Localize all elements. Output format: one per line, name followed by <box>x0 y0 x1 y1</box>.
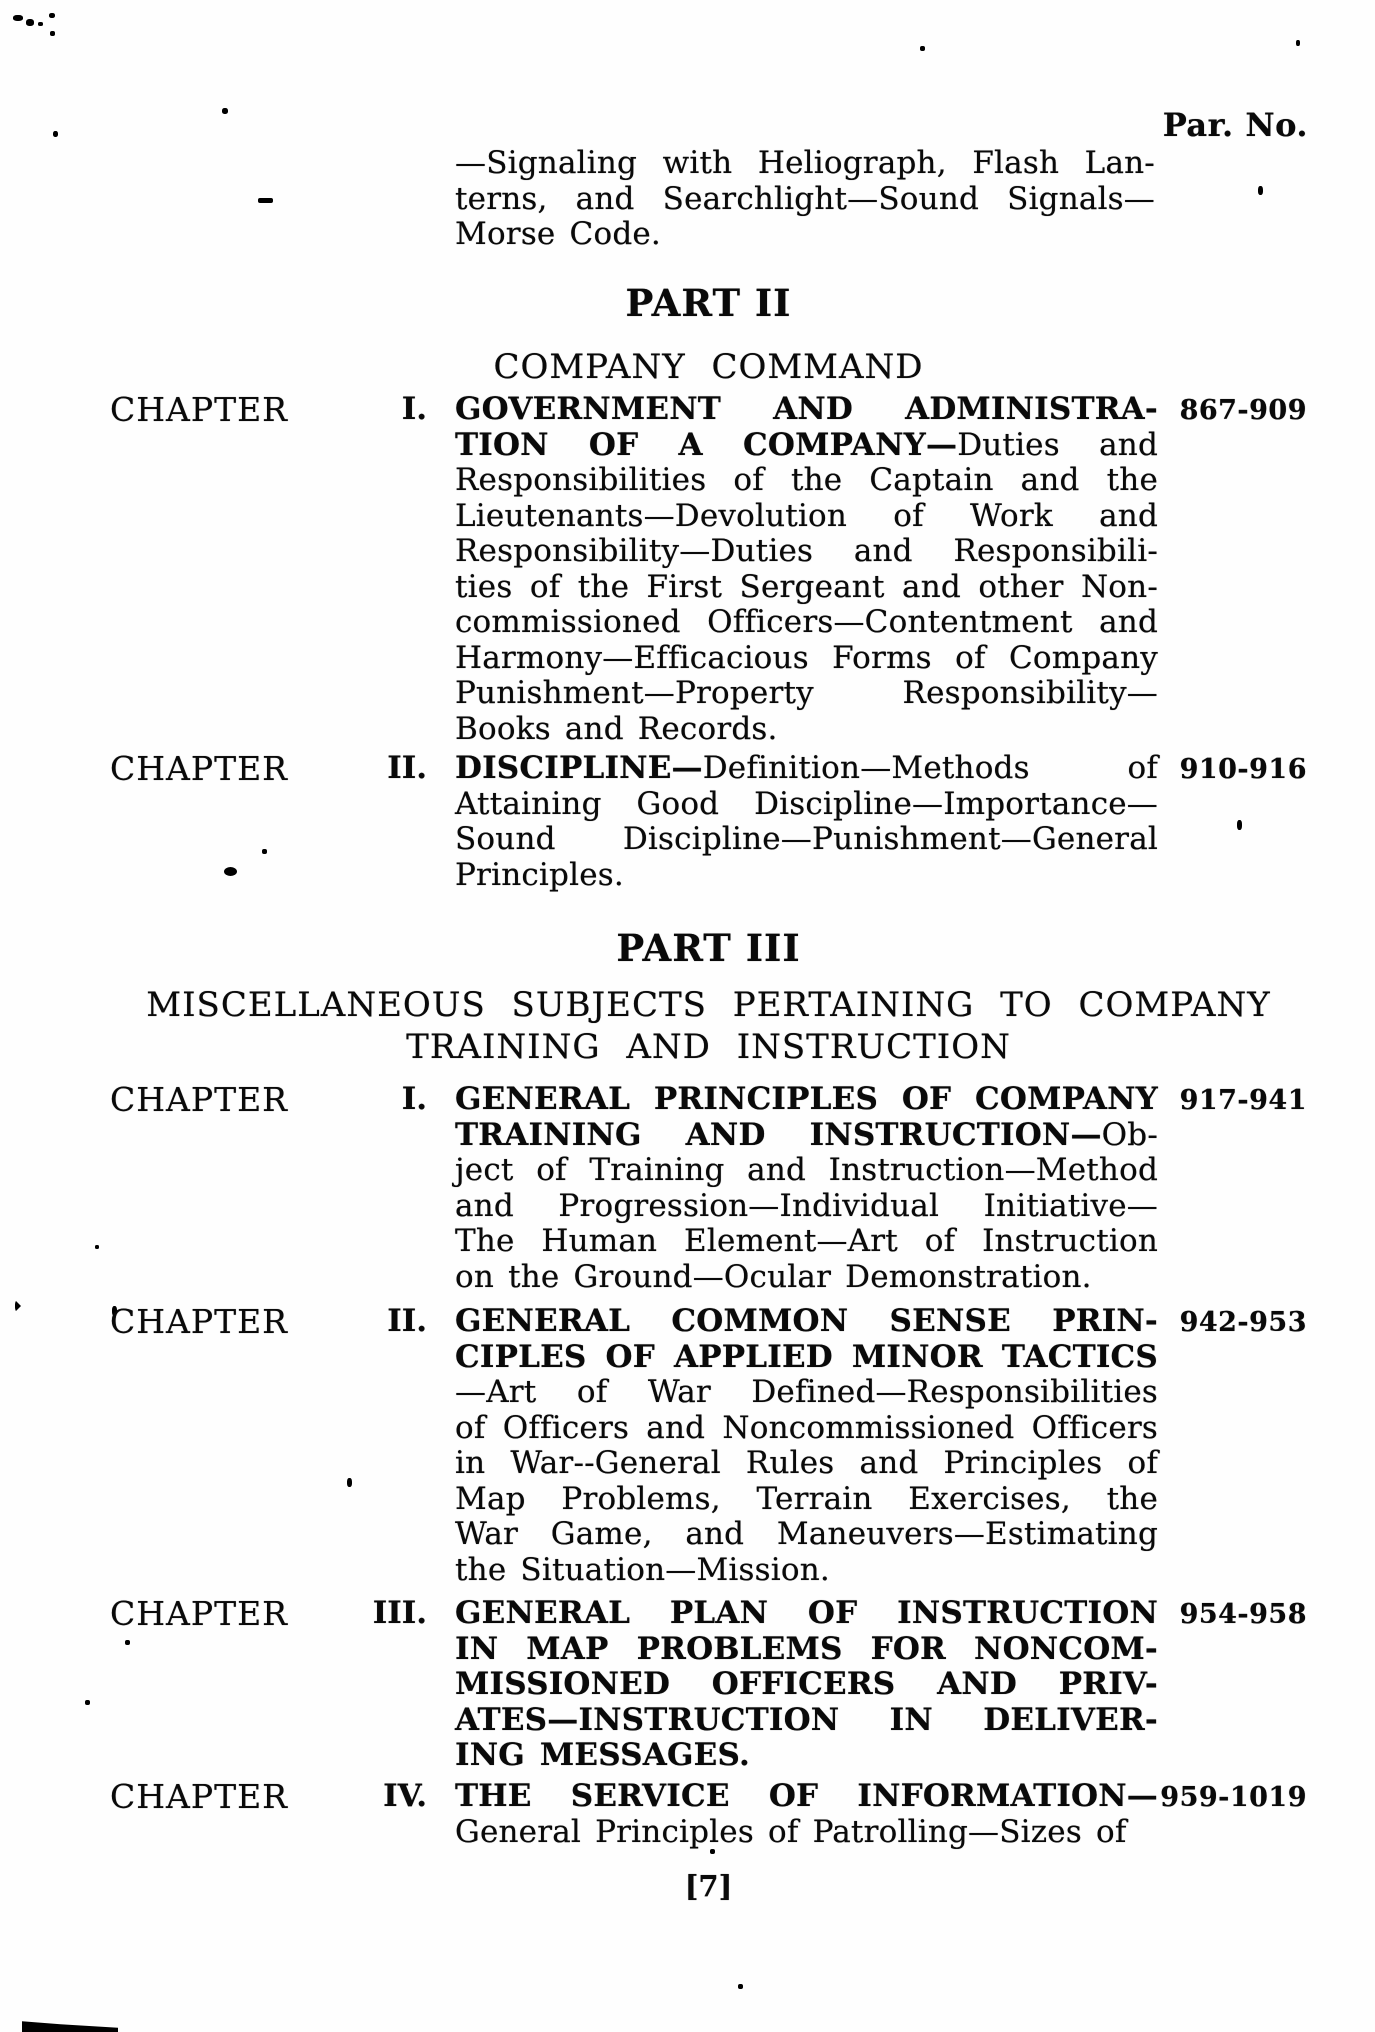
ink-speck <box>258 198 273 203</box>
ink-speck <box>95 1245 99 1249</box>
paragraph-range: 917-941 <box>1179 1085 1307 1116</box>
toc-line <box>455 1118 1158 1154</box>
chapter-description <box>430 1304 1158 1588</box>
text-segment: Duties and <box>957 426 1158 463</box>
toc-line <box>455 822 1158 858</box>
toc-line <box>455 534 1158 570</box>
toc-line <box>455 676 1158 712</box>
ink-speck <box>13 15 23 21</box>
part2-heading: PART II <box>625 281 792 325</box>
chapter-label: CHAPTER <box>110 1302 289 1341</box>
ink-speck <box>49 13 55 18</box>
chapter-description <box>430 751 1158 893</box>
toc-line <box>455 1189 1158 1225</box>
chapter-label: CHAPTER <box>110 1080 289 1119</box>
text-segment: War Game, and Maneuvers—Estimating <box>455 1516 1158 1552</box>
toc-line <box>455 1738 1158 1774</box>
toc-line: terns, and Searchlight—Sound Signals— <box>455 180 1155 217</box>
text-segment: Responsibility—Duties and Responsibili- <box>455 533 1158 569</box>
toc-line <box>455 463 1158 499</box>
bold-segment: THE SERVICE OF INFORMATION— <box>455 1778 1158 1814</box>
toc-line <box>455 1411 1158 1447</box>
ink-speck <box>222 108 228 114</box>
toc-line <box>455 1224 1158 1260</box>
chapter-numeral: II. <box>387 750 427 786</box>
ink-speck <box>85 1700 90 1705</box>
bold-segment: GENERAL PLAN OF INSTRUCTION <box>455 1595 1158 1631</box>
text-segment: Punishment—Property Responsibility— <box>455 675 1158 711</box>
toc-line <box>455 1632 1158 1668</box>
part3-subtitle-line1: MISCELLANEOUS SUBJECTS PERTAINING TO COMPANY <box>146 985 1271 1025</box>
ink-speck <box>50 31 55 36</box>
toc-entry-part2-ch1 <box>110 392 1307 747</box>
text-segment: ject of Training and Instruction—Method <box>455 1152 1158 1188</box>
ink-speck <box>53 131 58 137</box>
toc-entry-part3-ch2 <box>110 1304 1307 1588</box>
chapter-numeral: III. <box>372 1595 427 1631</box>
toc-entry-part2-ch2 <box>110 751 1307 893</box>
bold-segment: GOVERNMENT AND ADMINISTRA- <box>455 391 1158 427</box>
toc-line <box>455 1082 1158 1118</box>
scan-edge-smudge <box>22 2020 118 2032</box>
text-segment: Books and Records. <box>455 710 778 747</box>
toc-line <box>455 605 1158 641</box>
toc-line <box>455 1596 1158 1632</box>
text-segment: Responsibilities of the Captain and the <box>455 462 1158 498</box>
paragraph-range: 942-953 <box>1179 1307 1307 1338</box>
part3-heading: PART III <box>616 926 801 970</box>
chapter-description <box>430 1779 1158 1850</box>
chapter-label: CHAPTER <box>110 1777 289 1816</box>
page-number: [7] <box>684 1869 733 1903</box>
par-no-header: Par. No. <box>1162 106 1308 144</box>
toc-entry-part3-ch3 <box>110 1596 1307 1774</box>
chapter-numeral: II. <box>387 1303 427 1339</box>
bold-segment: IN MAP PROBLEMS FOR NONCOM- <box>455 1630 1158 1667</box>
toc-line <box>455 570 1158 606</box>
text-segment: of Officers and Noncommissioned Officers <box>455 1409 1158 1446</box>
text-segment: the Situation—Mission. <box>455 1551 830 1588</box>
paragraph-range: 910-916 <box>1179 754 1307 785</box>
paragraph-range: 867-909 <box>1179 395 1307 426</box>
bold-segment: DISCIPLINE— <box>455 750 703 786</box>
text-segment: Map Problems, Terrain Exercises, the <box>455 1480 1158 1517</box>
toc-line <box>455 392 1158 428</box>
chapter-numeral: IV. <box>383 1778 427 1814</box>
toc-line <box>455 1517 1158 1553</box>
text-segment: —Art of War Defined—Responsibilities <box>455 1374 1158 1410</box>
toc-line <box>455 428 1158 464</box>
bold-segment: TRAINING AND INSTRUCTION— <box>455 1116 1102 1153</box>
chapter-description <box>430 1082 1158 1295</box>
toc-line <box>455 1446 1158 1482</box>
text-segment: Harmony—Efficacious Forms of Company <box>455 639 1158 676</box>
toc-line: Morse Code. <box>455 216 661 252</box>
chapter-description <box>430 1596 1158 1774</box>
toc-line <box>455 499 1158 535</box>
paragraph-range: 959-1019 <box>1160 1782 1307 1813</box>
toc-line <box>455 1340 1158 1376</box>
toc-line <box>455 1779 1158 1815</box>
text-segment: on the Ground—Ocular Demonstration. <box>455 1258 1092 1295</box>
toc-line <box>455 1375 1158 1411</box>
text-segment: Sound Discipline—Punishment—General <box>455 821 1158 857</box>
chapter-numeral: I. <box>401 1081 427 1117</box>
toc-line <box>455 751 1158 787</box>
toc-line <box>455 1260 1158 1296</box>
toc-line <box>455 1304 1158 1340</box>
bold-segment: ING MESSAGES. <box>455 1737 750 1773</box>
toc-line <box>455 1703 1158 1739</box>
ink-speck <box>38 22 43 26</box>
part3-subtitle-line2: TRAINING AND INSTRUCTION <box>406 1027 1011 1067</box>
text-segment: Lieutenants—Devolution of Work and <box>455 497 1158 534</box>
text-segment: in War--General Rules and Principles of <box>455 1445 1158 1481</box>
chapter-label: CHAPTER <box>110 749 289 788</box>
text-segment: General Principles of Patrolling—Sizes of <box>455 1813 1127 1850</box>
ink-speck <box>738 1984 743 1989</box>
bold-segment: GENERAL PRINCIPLES OF COMPANY <box>455 1081 1158 1117</box>
text-segment: ties of the First Sergeant and other Non- <box>455 568 1158 605</box>
chapter-numeral: I. <box>401 391 427 427</box>
ink-speck <box>15 1300 21 1312</box>
bold-segment: TION OF A COMPANY— <box>455 426 958 463</box>
toc-entry-part3-ch4 <box>110 1779 1307 1850</box>
paragraph-range: 954-958 <box>1179 1599 1307 1630</box>
toc-line <box>455 858 1158 894</box>
ink-speck <box>1296 40 1300 46</box>
chapter-label: CHAPTER <box>110 1594 289 1633</box>
bold-segment: MISSIONED OFFICERS AND PRIV- <box>455 1666 1158 1702</box>
chapter-description <box>430 392 1158 747</box>
ink-speck <box>26 19 34 26</box>
toc-line <box>455 1815 1158 1851</box>
ink-speck <box>920 46 925 51</box>
text-segment: commissioned Officers—Contentment and <box>455 604 1158 640</box>
bold-segment: GENERAL COMMON SENSE PRIN- <box>455 1303 1158 1339</box>
text-segment: The Human Element—Art of Instruction <box>455 1223 1158 1259</box>
bold-segment: CIPLES OF APPLIED MINOR TACTICS <box>455 1338 1158 1375</box>
intro-continuation <box>455 146 1155 253</box>
toc-line: —Signaling with Heliograph, Flash Lan- <box>455 145 1155 181</box>
toc-line <box>455 787 1158 823</box>
text-segment: and Progression—Individual Initiative— <box>455 1187 1158 1224</box>
text-segment: Principles. <box>455 856 624 893</box>
toc-line <box>455 1153 1158 1189</box>
toc-line <box>455 1667 1158 1703</box>
toc-line <box>455 712 1158 748</box>
toc-line <box>455 1553 1158 1589</box>
toc-line <box>455 1482 1158 1518</box>
toc-line <box>455 641 1158 677</box>
text-segment: Definition—Methods of <box>702 750 1158 786</box>
bold-segment: ATES—INSTRUCTION IN DELIVER- <box>455 1701 1158 1738</box>
text-segment: Ob- <box>1101 1116 1158 1153</box>
part2-subtitle: COMPANY COMMAND <box>493 347 924 387</box>
chapter-label: CHAPTER <box>110 390 289 429</box>
toc-entry-part3-ch1 <box>110 1082 1307 1295</box>
text-segment: Attaining Good Discipline—Importance— <box>455 785 1158 822</box>
ink-speck <box>1258 186 1263 195</box>
